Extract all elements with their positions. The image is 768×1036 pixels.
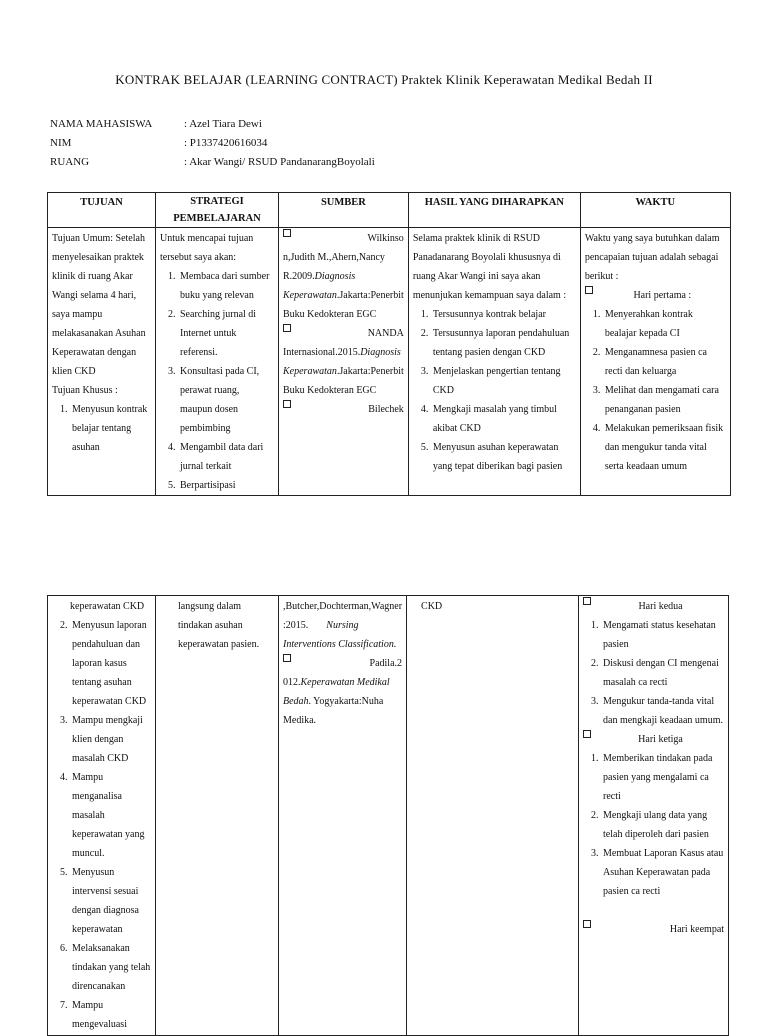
header-strategi: STRATEGI PEMBELAJARAN: [156, 193, 279, 228]
list-item: 3. Mengukur tanda-tanda vital dan mengkaji keadaan umum.: [601, 692, 724, 730]
list-item: 2. Diskusi dengan CI mengenai masalah ca recti: [601, 654, 724, 692]
sumber-italic: Diagnosis Keperawatan: [283, 347, 401, 377]
day-label: Hari pertama :: [633, 290, 692, 301]
info-value: : Azel Tiara Dewi: [184, 118, 262, 130]
checkbox-bullet-icon: [583, 920, 591, 928]
sumber-first: Wilkinso: [367, 233, 404, 244]
list-item: 3. Konsultasi pada CI, perawat ruang, maupun dosen pembimbing: [178, 362, 274, 438]
list-item: 5. Menyusun asuhan keperawatan yang tepat diberikan bagi pasien: [431, 438, 576, 476]
checkbox-bullet-icon: [283, 654, 291, 662]
list-item: 1. Membaca dari sumber buku yang relevan: [178, 267, 274, 305]
contract-table-page-1: [47, 192, 731, 496]
contract-table-page-2: [47, 595, 729, 1036]
sumber-item: [283, 654, 402, 730]
tujuan-list: [52, 616, 151, 1034]
list-item: 2. Searching jurnal di Internet untuk referensi.: [178, 305, 274, 362]
list-item: 4. Melakukan pemeriksaan fisik dan mengukur tanda vital serta keadaan umum: [603, 419, 726, 476]
sumber-first: Bilechek: [368, 404, 404, 415]
list-item: 6. Melaksanakan tindakan yang telah direncanakan: [70, 939, 151, 996]
list-item: 4. Mengkaji masalah yang timbul akibat CKD: [431, 400, 576, 438]
sumber-continued: [283, 597, 402, 654]
waktu-list: [583, 749, 724, 901]
info-value: : P1337420616034: [184, 137, 268, 149]
info-value: : Akar Wangi/ RSUD PandanarangBoyolali: [184, 156, 375, 168]
hasil-list: [413, 305, 576, 476]
sumber-italic: Nursing Interventions Classification.: [283, 620, 397, 650]
list-item: 3. Membuat Laporan Kasus atau Asuhan Keperawatan pada pasien ca recti: [601, 844, 724, 901]
info-label: NIM: [50, 137, 72, 149]
checkbox-bullet-icon: [583, 597, 591, 605]
cell-tujuan: [48, 596, 156, 1036]
tujuan-umum-text: Tujuan Umum: Setelah menyelesaikan praktek klinik di ruang Akar Wangi selama 4 hari, saya mampu melakasanakan Asuhan Keperawatan dengan klien CKD: [52, 233, 146, 377]
header-sumber: SUMBER: [279, 193, 409, 228]
cell-waktu: [579, 596, 729, 1036]
tujuan-khusus-label: Tujuan Khusus :: [52, 385, 118, 396]
list-item: 1. Tersusunnya kontrak belajar: [431, 305, 576, 324]
sumber-tail: .Jakarta:Penerbit Buku Kedokteran EGC: [283, 366, 404, 396]
list-item: 2. Menyusun laporan pendahuluan dan laporan kasus tentang asuhan keperawatan CKD: [70, 616, 151, 711]
tujuan-continued: keperawatan CKD: [70, 601, 145, 612]
list-item: 1. Mengamati status kesehatan pasien: [601, 616, 724, 654]
strategi-continued: langsung dalam tindakan asuhan keperawatan pasien.: [178, 601, 260, 650]
hasil-intro: Selama praktek klinik di RSUD Panadanarang Boyolali khususnya di ruang Akar Wangi ini saya akan menunjukan kemampuan saya dalam :: [412, 233, 567, 301]
sumber-item: [283, 400, 404, 419]
list-item: 3. Menjelaskan pengertian tentang CKD: [431, 362, 576, 400]
checkbox-bullet-icon: [585, 286, 593, 294]
list-item: 2. Menganamnesa pasien ca recti dan keluarga: [603, 343, 726, 381]
list-item: 3. Melihat dan mengamati cara penanganan pasien: [603, 381, 726, 419]
strategi-list: [160, 267, 274, 495]
list-item: 7. Mampu mengevaluasi: [70, 996, 151, 1034]
header-waktu: WAKTU: [580, 193, 730, 228]
tujuan-list: [52, 400, 151, 457]
cell-hasil: [408, 228, 580, 496]
list-item: 1. Menyerahkan kontrak bealajar kepada CI: [603, 305, 726, 343]
day-label: Hari ketiga: [638, 734, 683, 745]
list-item: 5. Menyusun intervensi sesuai dengan diagnosa keperawatan: [70, 863, 151, 939]
list-item: 5. Berpartisipasi: [178, 476, 274, 495]
sumber-first: NANDA: [367, 328, 404, 339]
list-item: 1. Memberikan tindakan pada pasien yang mengalami ca recti: [601, 749, 724, 806]
cell-sumber: [279, 228, 409, 496]
cell-strategi: [156, 596, 279, 1036]
checkbox-bullet-icon: [283, 324, 291, 332]
checkbox-bullet-icon: [583, 730, 591, 738]
sumber-italic: Diagnosis Keperawatan: [283, 271, 356, 301]
list-item: 4. Mampu menganalisa masalah keperawatan yang muncul.: [70, 768, 151, 863]
cell-tujuan: [48, 228, 156, 496]
waktu-list: [583, 616, 724, 730]
waktu-intro: Waktu yang saya butuhkan dalam pencapaian tujuan adalah sebagai berikut :: [584, 233, 720, 282]
list-item: 4. Mengambil data dari jurnal terkait: [178, 438, 274, 476]
sumber-text: Internasional.2015.: [283, 347, 361, 358]
header-tujuan: TUJUAN: [48, 193, 156, 228]
sumber-first: Padila.2: [369, 658, 403, 669]
cell-sumber: [279, 596, 407, 1036]
list-item: 2. Mengkaji ulang data yang telah diperoleh dari pasien: [601, 806, 724, 844]
sumber-text: 012.: [283, 677, 301, 688]
cell-hasil: [407, 596, 579, 1036]
document-title: KONTRAK BELAJAR (LEARNING CONTRACT) Praktek Klinik Keperawatan Medikal Bedah II: [115, 72, 653, 87]
info-label: NAMA MAHASISWA: [50, 118, 153, 130]
waktu-list: [585, 305, 726, 476]
strategi-intro: Untuk mencapai tujuan tersebut saya akan:: [160, 233, 254, 263]
sumber-tail: . Yogyakarta:Nuha Medika.: [283, 696, 384, 726]
list-item: 1. Menyusun kontrak belajar tentang asuhan: [70, 400, 151, 457]
day-label: Hari keempat: [669, 924, 725, 935]
list-item: 2. Tersusunnya laporan pendahuluan tentang pasien dengan CKD: [431, 324, 576, 362]
cell-strategi: [156, 228, 279, 496]
sumber-item: [283, 324, 404, 400]
sumber-tail: .Jakarta:Penerbit Buku Kedokteran EGC: [283, 290, 404, 320]
sumber-italic: Keperawatan Medikal Bedah: [283, 677, 390, 707]
day-label: Hari kedua: [638, 601, 683, 612]
info-label: RUANG: [50, 156, 90, 168]
sumber-text: ,Butcher,Dochterman,Wagner :2015.: [283, 601, 403, 631]
sumber-item: [283, 229, 404, 324]
cell-waktu: [580, 228, 730, 496]
checkbox-bullet-icon: [283, 400, 291, 408]
sumber-text: n,Judith M.,Ahern,Nancy R.2009.: [283, 252, 385, 282]
list-item: 3. Mampu mengkaji klien dengan masalah CKD: [70, 711, 151, 768]
hasil-continued: CKD: [421, 601, 443, 612]
header-hasil: HASIL YANG DIHARAPKAN: [408, 193, 580, 228]
checkbox-bullet-icon: [283, 229, 291, 237]
